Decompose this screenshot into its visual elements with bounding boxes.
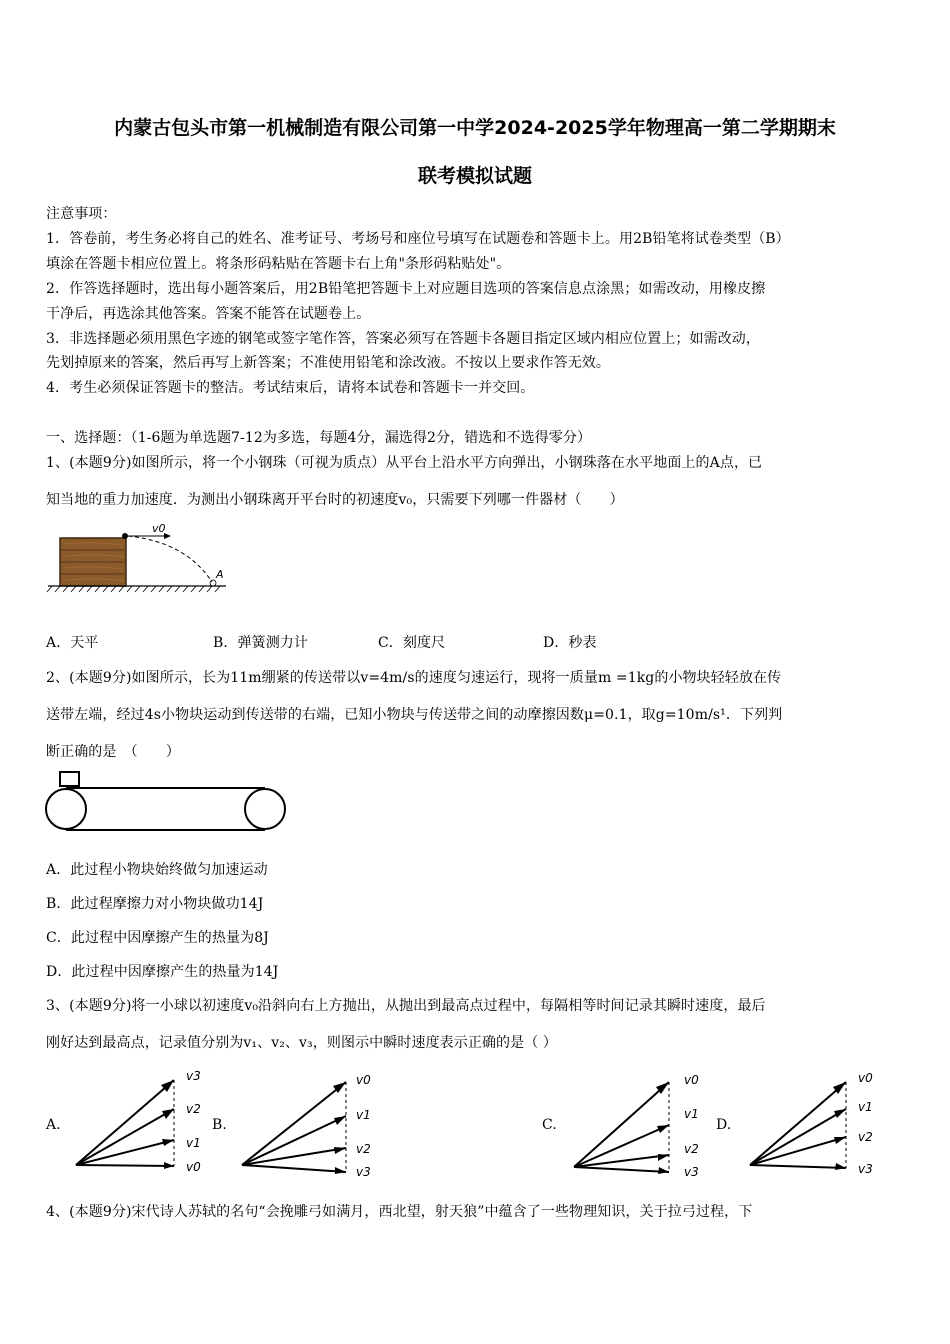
q3-figure-c	[568, 1068, 713, 1180]
q1-options	[46, 632, 597, 652]
q2-option-d: D．此过程中因摩擦产生的热量为14J	[46, 964, 279, 980]
q1-stem-line-1: 1、(本题9分)如图所示，将一个小钢珠（可视为质点）从平台上沿水平方向弹出，小钢珠落在水平地面上的A点，已	[46, 455, 763, 471]
q3-a-label: v3	[186, 1069, 201, 1083]
q3-b-label: v0	[356, 1073, 371, 1087]
q3-d-label: v0	[858, 1071, 873, 1085]
q2-stem-line-3: 断正确的是 （ ）	[46, 744, 180, 760]
q1-option-b: B．弹簧测力计	[213, 635, 308, 651]
q3-d-label: v2	[858, 1130, 873, 1144]
notice-line: 干净后，再选涂其他答案。答案不能答在试题卷上。	[46, 306, 371, 322]
q3-stem-line-1: 3、(本题9分)将一小球以初速度v₀沿斜向右上方抛出，从抛出到最高点过程中，每隔相等时间记录其瞬时速度，最后	[46, 998, 766, 1014]
q2-option-c: C．此过程中因摩擦产生的热量为8J	[46, 930, 269, 946]
q3-d-label: v1	[858, 1100, 873, 1114]
q3-option-d-letter: D.	[716, 1117, 732, 1133]
q4-stem-line-1: 4、(本题9分)宋代诗人苏轼的名句“会挽雕弓如满月，西北望，射天狼”中蕴含了一些物理知识，关于拉弓过程，下	[46, 1204, 753, 1220]
q3-stem-line-2: 刚好达到最高点，记录值分别为v₁、v₂、v₃，则图示中瞬时速度表示正确的是（ ）	[46, 1035, 558, 1051]
q1-fig-A-label: A	[216, 568, 224, 581]
q1-platform-figure	[46, 520, 231, 595]
q3-figure-a	[70, 1068, 210, 1180]
q3-option-c-letter: C.	[542, 1117, 557, 1133]
title-line-2: 联考模拟试题	[417, 165, 532, 187]
q2-option-b: B．此过程摩擦力对小物块做功14J	[46, 896, 264, 912]
q1-option-c: C．刻度尺	[378, 635, 446, 651]
notice-line: 4．考生必须保证答题卡的整洁。考试结束后，请将本试卷和答题卡一并交回。	[46, 380, 535, 396]
q3-option-b-letter: B.	[212, 1117, 227, 1133]
notice-line: 2．作答选择题时，选出每小题答案后，用2B铅笔把答题卡上对应题目选项的答案信息点涂黑；如需改动，用橡皮擦	[46, 281, 766, 297]
q3-a-label: v1	[186, 1136, 201, 1150]
section-heading: 一、选择题：（1-6题为单选题7-12为多选，每题4分，漏选得2分，错选和不选得零分）	[46, 430, 592, 446]
q2-conveyor-figure	[44, 768, 290, 834]
q1-option-d: D．秒表	[543, 635, 597, 651]
notice-line: 填涂在答题卡相应位置上。将条形码粘贴在答题卡右上角"条形码粘贴处"。	[46, 256, 511, 272]
notice-heading: 注意事项：	[46, 206, 117, 222]
q3-c-label: v0	[684, 1073, 699, 1087]
q3-b-label: v2	[356, 1142, 371, 1156]
q1-stem-line-2: 知当地的重力加速度．为测出小钢珠离开平台时的初速度v₀，只需要下列哪一件器材（ ）	[46, 492, 624, 508]
q3-a-label: v2	[186, 1102, 201, 1116]
q3-b-label: v1	[356, 1108, 371, 1122]
q3-c-label: v2	[684, 1142, 699, 1156]
q3-figure-b	[236, 1068, 386, 1180]
q2-stem-line-1: 2、(本题9分)如图所示，长为11m绷紧的传送带以v=4m/s的速度匀速运行，现将一质量m =1kg的小物块轻轻放在传	[46, 670, 782, 686]
q3-b-label: v3	[356, 1165, 371, 1179]
q3-c-label: v3	[684, 1165, 699, 1179]
q1-option-a: A．天平	[46, 635, 99, 651]
q2-stem-line-2: 送带左端，经过4s小物块运动到传送带的右端，已知小物块与传送带之间的动摩擦因数μ=0.1，取g=10m/s¹．下列判	[46, 707, 783, 723]
q3-figure-d	[744, 1068, 894, 1180]
q3-a-label: v0	[186, 1160, 201, 1174]
notice-line: 1．答卷前，考生务必将自己的姓名、准考证号、考场号和座位号填写在试题卷和答题卡上。用2B铅笔将试卷类型（B）	[46, 231, 790, 247]
q3-option-a-letter: A.	[46, 1117, 61, 1133]
notice-line: 3．非选择题必须用黑色字迹的钢笔或签字笔作答，答案必须写在答题卡各题目指定区域内相应位置上；如需改动，	[46, 331, 761, 347]
q3-d-label: v3	[858, 1162, 873, 1176]
title-line-1: 内蒙古包头市第一机械制造有限公司第一中学2024-2025学年物理高一第二学期期末	[114, 117, 836, 139]
q2-option-a: A．此过程小物块始终做匀加速运动	[46, 862, 268, 878]
q3-c-label: v1	[684, 1107, 699, 1121]
notice-line: 先划掉原来的答案，然后再写上新答案；不准使用铅笔和涂改液。不按以上要求作答无效。	[46, 355, 610, 371]
q1-fig-v0-label: v0	[152, 522, 166, 535]
